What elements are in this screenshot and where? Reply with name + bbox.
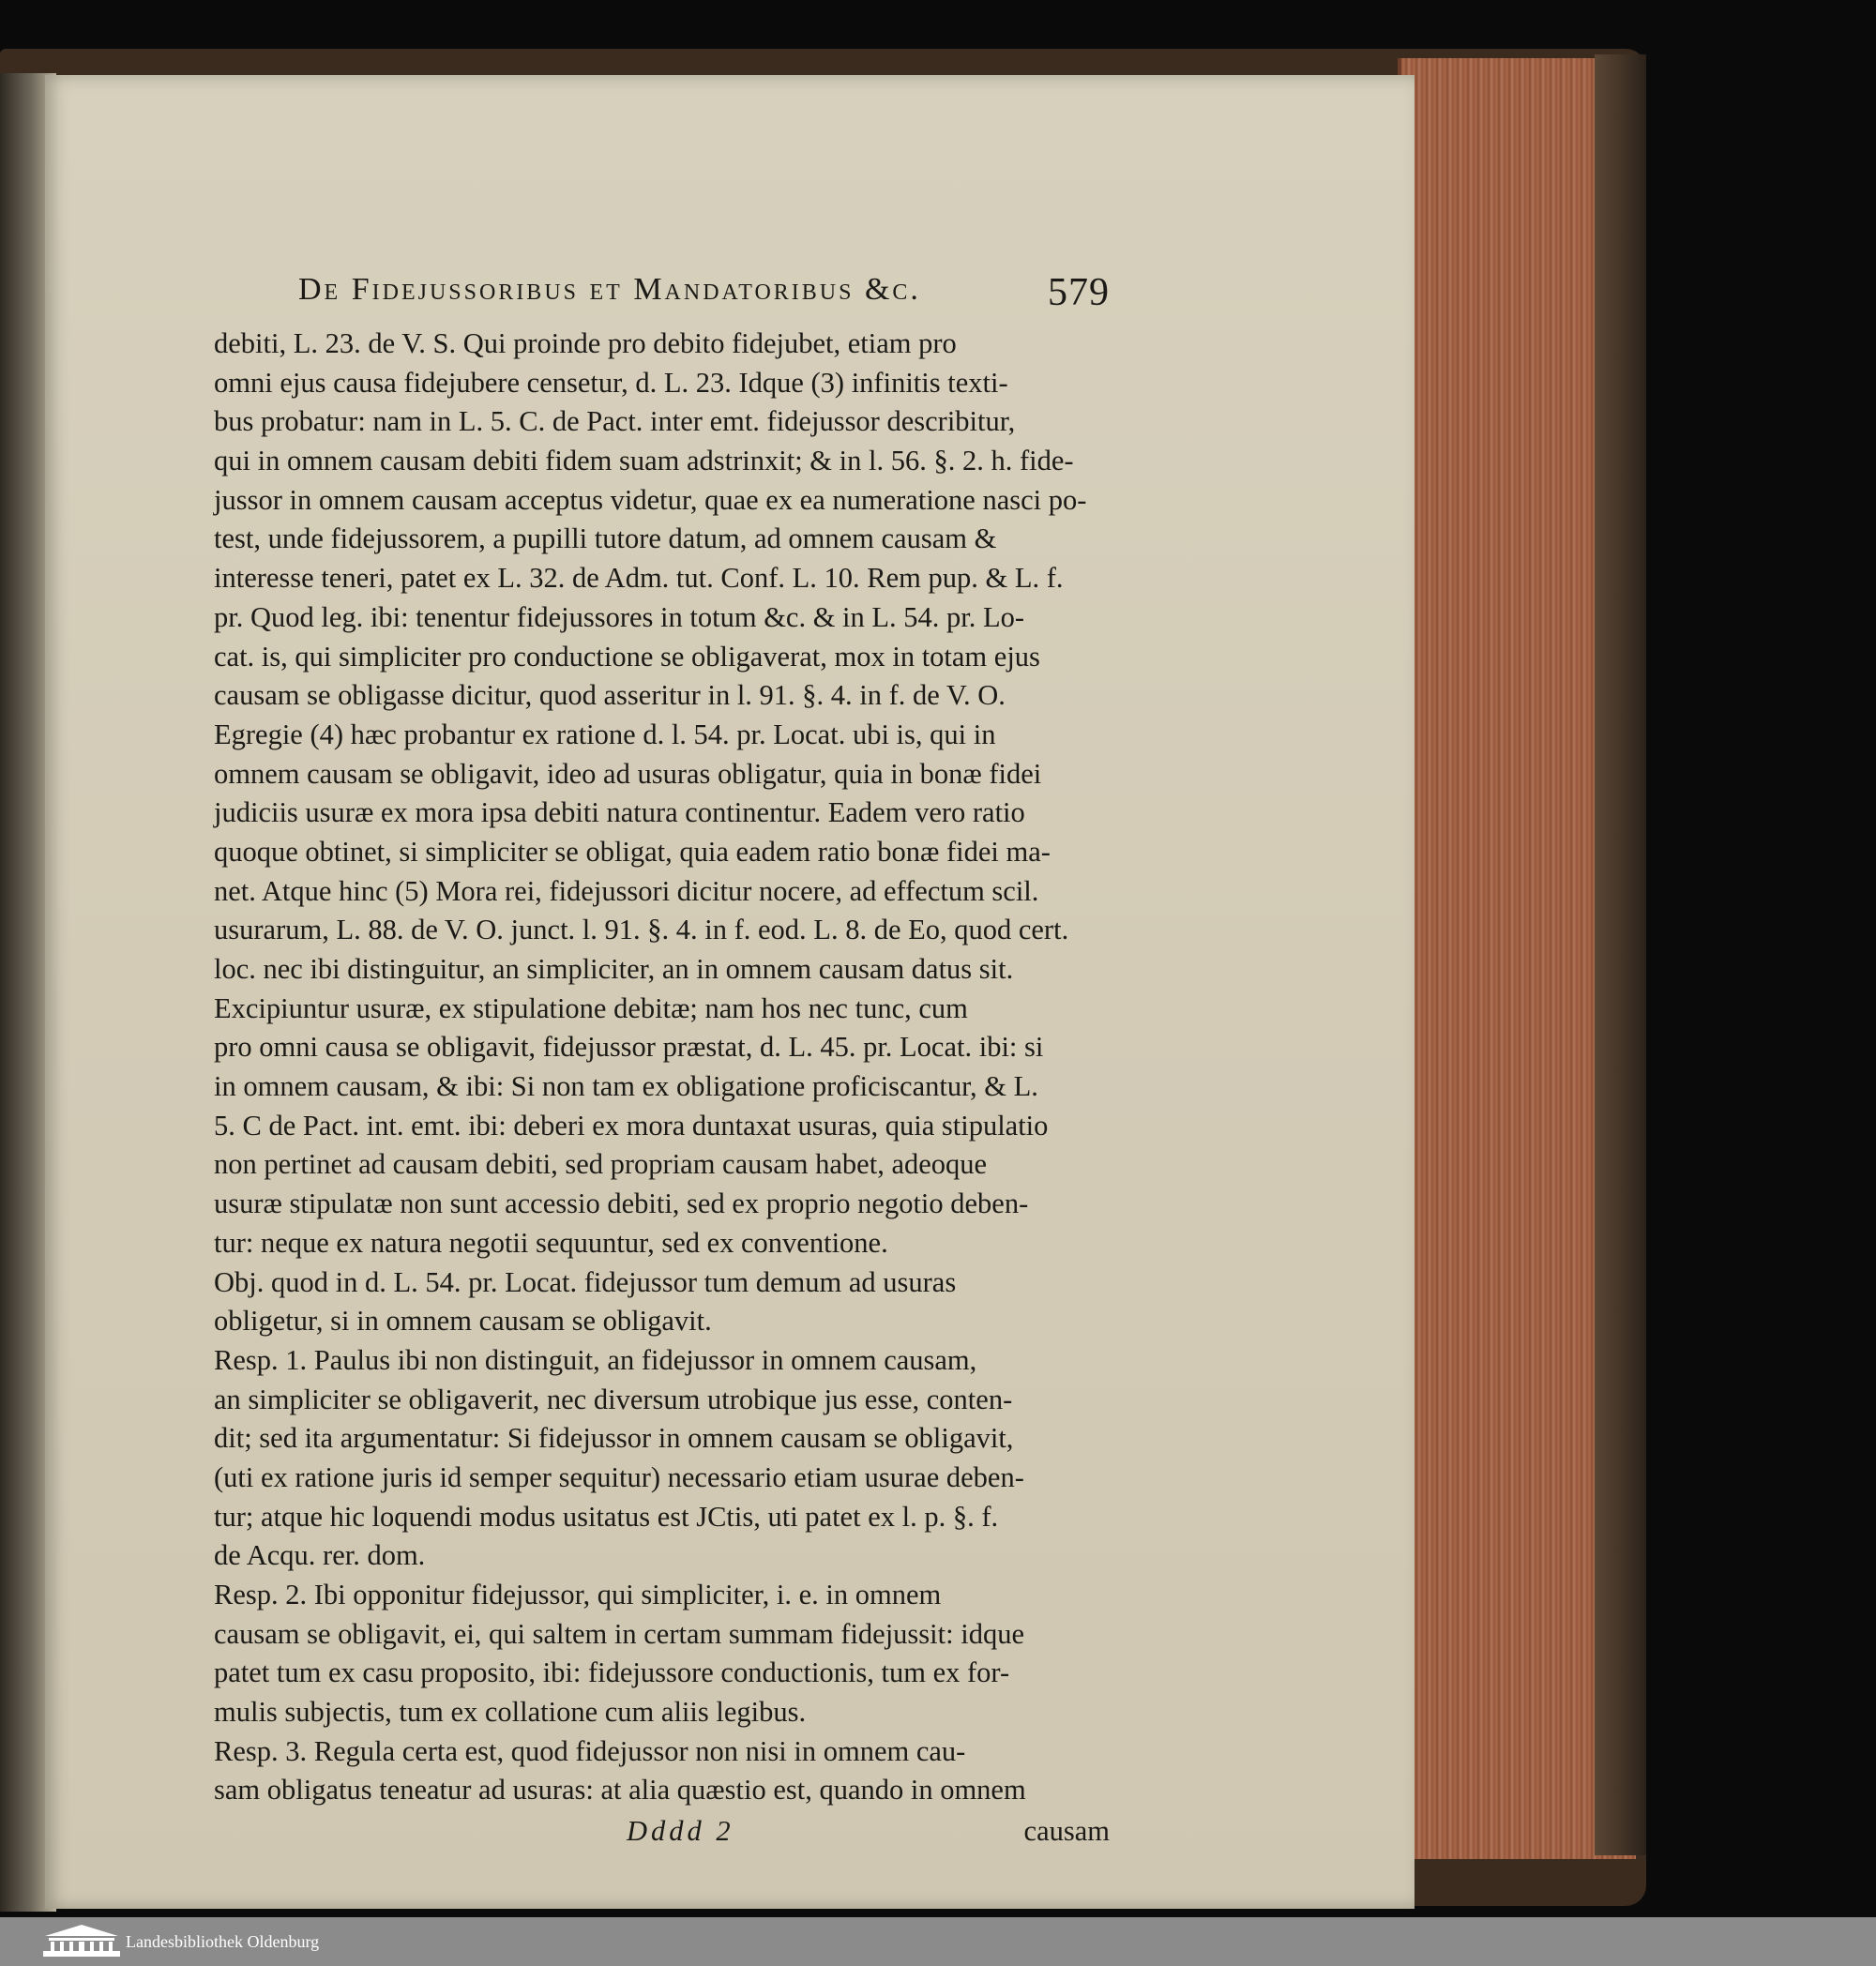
text-line: interesse teneri, patet ex L. 32. de Adm. tut. Conf. L. 10. Rem pup. & L. f.	[214, 562, 1064, 595]
text-line: Egregie (4) hæc probantur ex ratione d. l. 54. pr. Locat. ubi is, qui in	[214, 718, 996, 750]
text-line: sam obligatus teneatur ad usuras: at alia quæstio est, quando in omnem	[214, 1774, 1026, 1807]
text-line: qui in omnem causam debiti fidem suam adstrinxit; & in l. 56. §. 2. h. fide-	[214, 445, 1074, 477]
text-line: an simpliciter se obligaverit, nec diversum utrobique jus esse, conten-	[214, 1383, 1013, 1415]
text-line: tur; atque hic loquendi modus usitatus est JCtis, uti patet ex l. p. §. f.	[214, 1500, 999, 1533]
library-name: Landesbibliothek Oldenburg	[126, 1931, 320, 1951]
text-line: in omnem causam, & ibi: Si non tam ex obligatione proficiscantur, & L.	[214, 1070, 1038, 1103]
text-line: judiciis usuræ ex mora ipsa debiti natura continentur. Eadem vero ratio	[214, 796, 1025, 829]
text-block	[214, 272, 1110, 1852]
text-line: obligetur, si in omnem causam se obligavit.	[214, 1305, 712, 1338]
text-line: jussor in omnem causam acceptus videtur, quae ex ea numeratione nasci po-	[214, 483, 1087, 516]
text-line: Resp. 1. Paulus ibi non distinguit, an fidejussor in omnem causam,	[214, 1343, 977, 1376]
library-building-icon	[41, 1923, 122, 1960]
text-line: Resp. 3. Regula certa est, quod fidejussor non nisi in omnem cau-	[214, 1734, 966, 1767]
running-head-title: De Fidejussoribus et Mandatoribus &c.	[298, 272, 921, 307]
text-line: Excipiuntur usuræ, ex stipulatione debitæ; nam hos nec tunc, cum	[214, 991, 968, 1024]
text-line: bus probatur: nam in L. 5. C. de Pact. inter emt. fidejussor describitur,	[214, 405, 1016, 438]
text-line: pr. Quod leg. ibi: tenentur fidejussores in totum &c. & in L. 54. pr. Lo-	[214, 600, 1025, 633]
text-line: dit; sed ita argumentatur: Si fidejussor in omnem causam se obligavit,	[214, 1422, 1014, 1455]
body-text	[214, 325, 1110, 1810]
text-line: causam se obligasse dicitur, quod asseritur in l. 91. §. 4. in f. de V. O.	[214, 679, 1006, 712]
text-line: test, unde fidejussorem, a pupilli tutore datum, ad omnem causam &	[214, 522, 997, 555]
text-line: patet tum ex casu proposito, ibi: fidejussore conductionis, tum ex for-	[214, 1656, 1010, 1689]
catchword: causam	[1023, 1815, 1110, 1848]
text-line: debiti, L. 23. de V. S. Qui proinde pro debito fidejubet, etiam pro	[214, 327, 957, 359]
footer-bar	[0, 1917, 1876, 1966]
signature-mark: Dddd 2	[627, 1815, 734, 1848]
book-board-edge	[1595, 54, 1646, 1855]
text-line: omnem causam se obligavit, ideo ad usuras obligatur, quia in bonæ fidei	[214, 757, 1042, 790]
running-head	[214, 272, 1110, 325]
signature-line	[214, 1810, 1110, 1852]
text-line: Resp. 2. Ibi opponitur fidejussor, qui simpliciter, i. e. in omnem	[214, 1579, 942, 1611]
text-line: omni ejus causa fidejubere censetur, d. L. 23. Idque (3) infinitis texti-	[214, 366, 1008, 399]
text-line: loc. nec ibi distinguitur, an simpliciter, an in omnem causam datus sit.	[214, 953, 1014, 985]
text-line: de Acqu. rer. dom.	[214, 1539, 426, 1572]
text-line: mulis subjectis, tum ex collatione cum aliis legibus.	[214, 1696, 807, 1729]
text-line: pro omni causa se obligavit, fidejussor præstat, d. L. 45. pr. Locat. ibi: si	[214, 1031, 1044, 1064]
text-line: causam se obligavit, ei, qui saltem in certam summam fidejussit: idque	[214, 1617, 1024, 1650]
text-line: usuræ stipulatæ non sunt accessio debiti, sed ex proprio negotio deben-	[214, 1187, 1029, 1220]
page-number: 579	[1048, 271, 1110, 314]
text-line: 5. C de Pact. int. emt. ibi: deberi ex mora duntaxat usuras, quia stipulatio	[214, 1109, 1049, 1142]
text-line: cat. is, qui simpliciter pro conductione se obligaverat, mox in totam ejus	[214, 640, 1040, 673]
text-line: usurarum, L. 88. de V. O. junct. l. 91. §. 4. in f. eod. L. 8. de Eo, quod cert.	[214, 914, 1069, 946]
text-line: net. Atque hinc (5) Mora rei, fidejussori dicitur nocere, ad effectum scil.	[214, 874, 1039, 907]
text-line: tur: neque ex natura negotii sequuntur, sed ex conventione.	[214, 1226, 888, 1259]
text-line: non pertinet ad causam debiti, sed propriam causam habet, adeoque	[214, 1148, 988, 1181]
text-line: Obj. quod in d. L. 54. pr. Locat. fidejussor tum demum ad usuras	[214, 1265, 957, 1298]
text-line: (uti ex ratione juris id semper sequitur) necessario etiam usurae deben-	[214, 1460, 1024, 1493]
text-line: quoque obtinet, si simpliciter se obligat, quia eadem ratio bonæ fidei ma-	[214, 835, 1051, 868]
book-page	[45, 75, 1415, 1909]
